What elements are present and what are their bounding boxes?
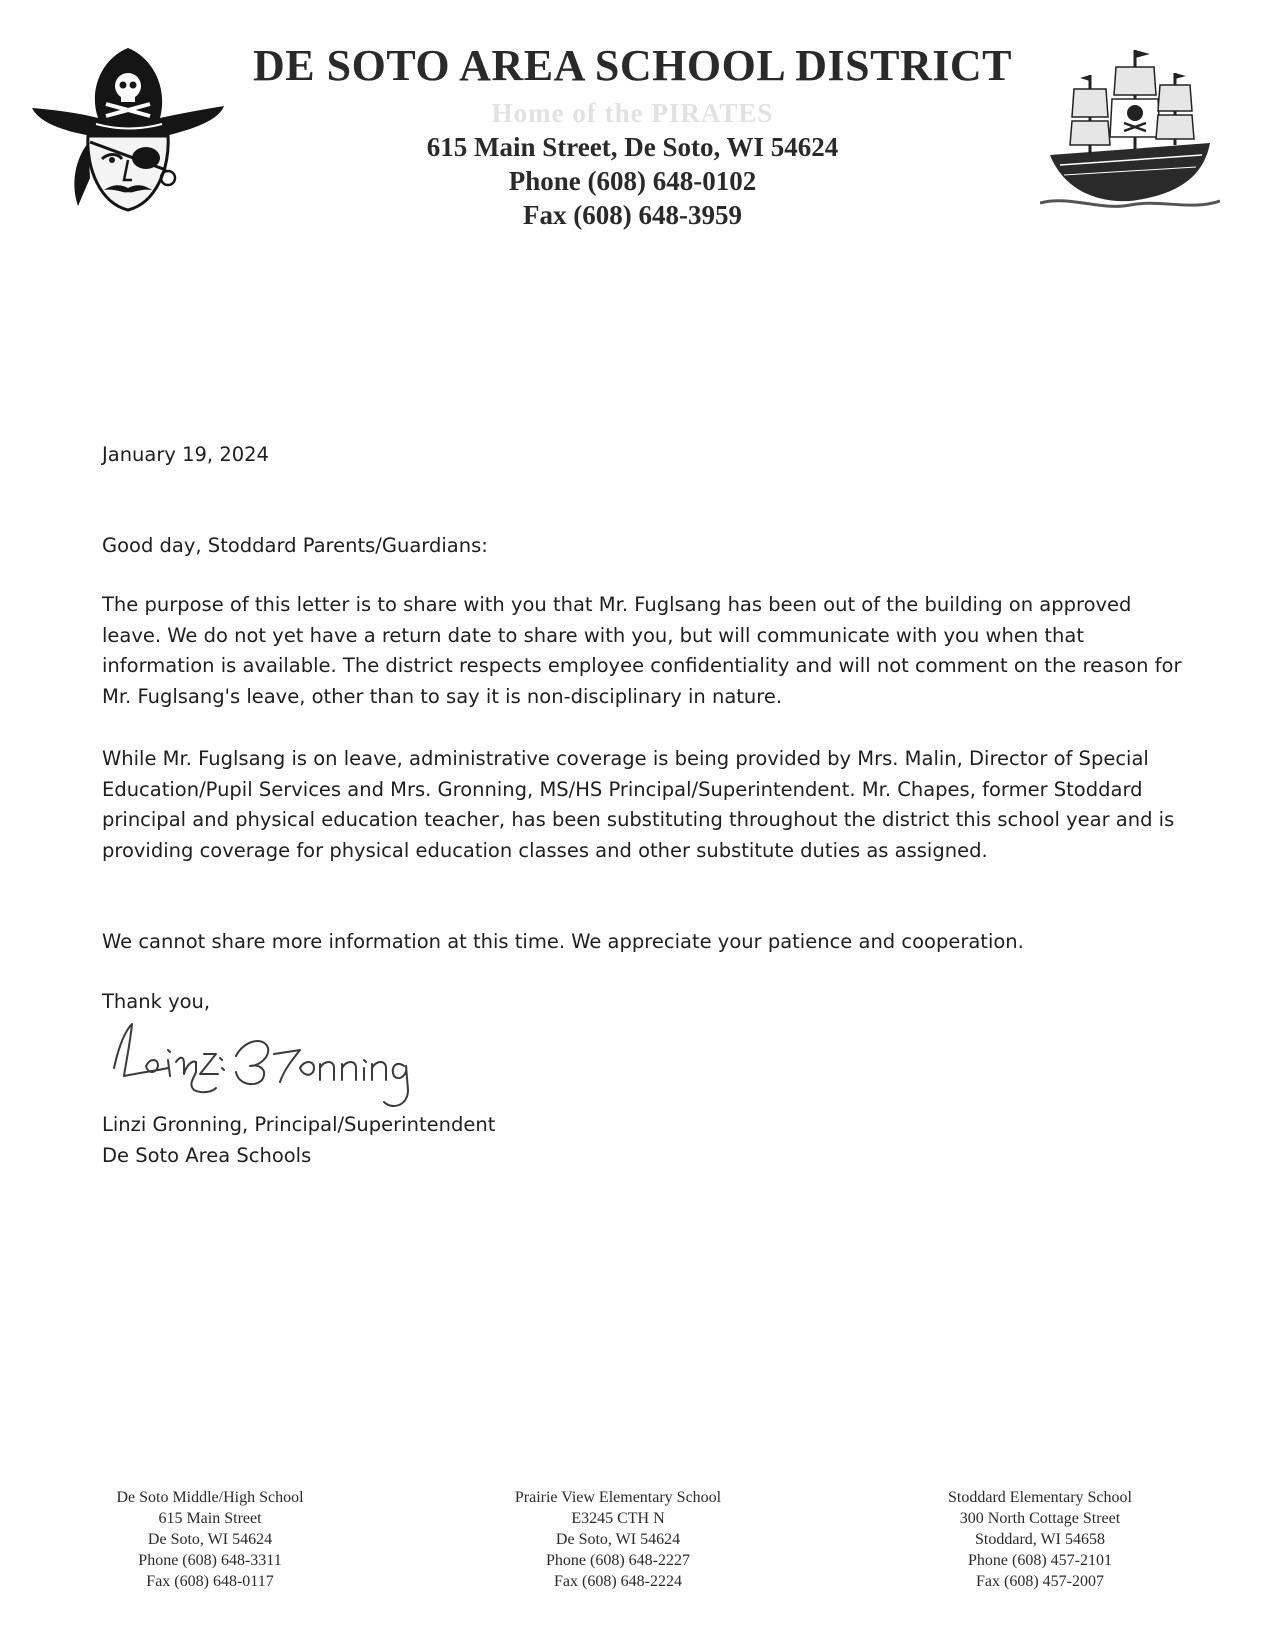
school-phone: Phone (608) 648-3311 — [138, 1552, 282, 1569]
district-fax: Fax (608) 648-3959 — [523, 200, 742, 230]
closing: Thank you, — [102, 990, 211, 1013]
school-name: Prairie View Elementary School — [514, 1489, 722, 1506]
school-city: Stoddard, WI 54658 — [975, 1531, 1105, 1548]
school-fax: Fax (608) 457-2007 — [976, 1573, 1104, 1590]
footer-school-middle-high — [60, 1487, 360, 1592]
school-name: De Soto Middle/High School — [116, 1489, 304, 1506]
letter-date: January 19, 2024 — [102, 443, 269, 466]
school-city: De Soto, WI 54624 — [555, 1531, 681, 1548]
school-city: De Soto, WI 54624 — [147, 1531, 273, 1548]
school-phone: Phone (608) 457-2101 — [968, 1552, 1112, 1569]
district-address: 615 Main Street, De Soto, WI 54624 — [426, 132, 839, 162]
school-phone: Phone (608) 648-2227 — [546, 1552, 690, 1569]
district-tagline: Home of the PIRATES — [491, 98, 774, 128]
district-phone: Phone (608) 648-0102 — [508, 166, 757, 196]
paragraph: We cannot share more information at this time. We appreciate your patience and cooperation. — [102, 930, 1024, 953]
pirate-ship-logo — [1040, 45, 1220, 220]
organization-name: De Soto Area Schools — [102, 1144, 312, 1167]
signer-name-title: Linzi Gronning, Principal/Superintendent — [102, 1113, 496, 1136]
footer-school-stoddard — [890, 1487, 1190, 1592]
school-fax: Fax (608) 648-2224 — [554, 1573, 682, 1590]
school-name: Stoddard Elementary School — [948, 1489, 1132, 1506]
paragraph: While Mr. Fuglsang is on leave, administrative coverage is being provided by Mrs. Malin, Director of Special Education/Pupil Services and Mrs. Gronning, MS/HS Principal/Superintendent. Mr. Chapes, former Stoddard principal and physical education teacher, has been substituting throughout the district this school year and is providing coverage for physical education classes and other substitute duties as assigned. — [102, 747, 1175, 862]
salutation: Good day, Stoddard Parents/Guardians: — [102, 534, 488, 557]
school-street: 300 North Cottage Street — [959, 1510, 1121, 1527]
handwritten-signature — [104, 1010, 434, 1115]
school-fax: Fax (608) 648-0117 — [146, 1573, 274, 1590]
footer-school-prairie-view — [468, 1487, 768, 1592]
paragraph: The purpose of this letter is to share with you that Mr. Fuglsang has been out of the building on approved leave. We do not yet have a return date to share with you, but will communicate with you when that information is available. The district respects employee confidentiality and will not comment on the reason for Mr. Fuglsang's leave, other than to say it is non-disciplinary in nature. — [102, 593, 1182, 708]
school-street: 615 Main Street — [158, 1510, 262, 1527]
district-name: DE SOTO AREA SCHOOL DISTRICT — [253, 41, 1012, 90]
school-street: E3245 CTH N — [571, 1510, 665, 1527]
